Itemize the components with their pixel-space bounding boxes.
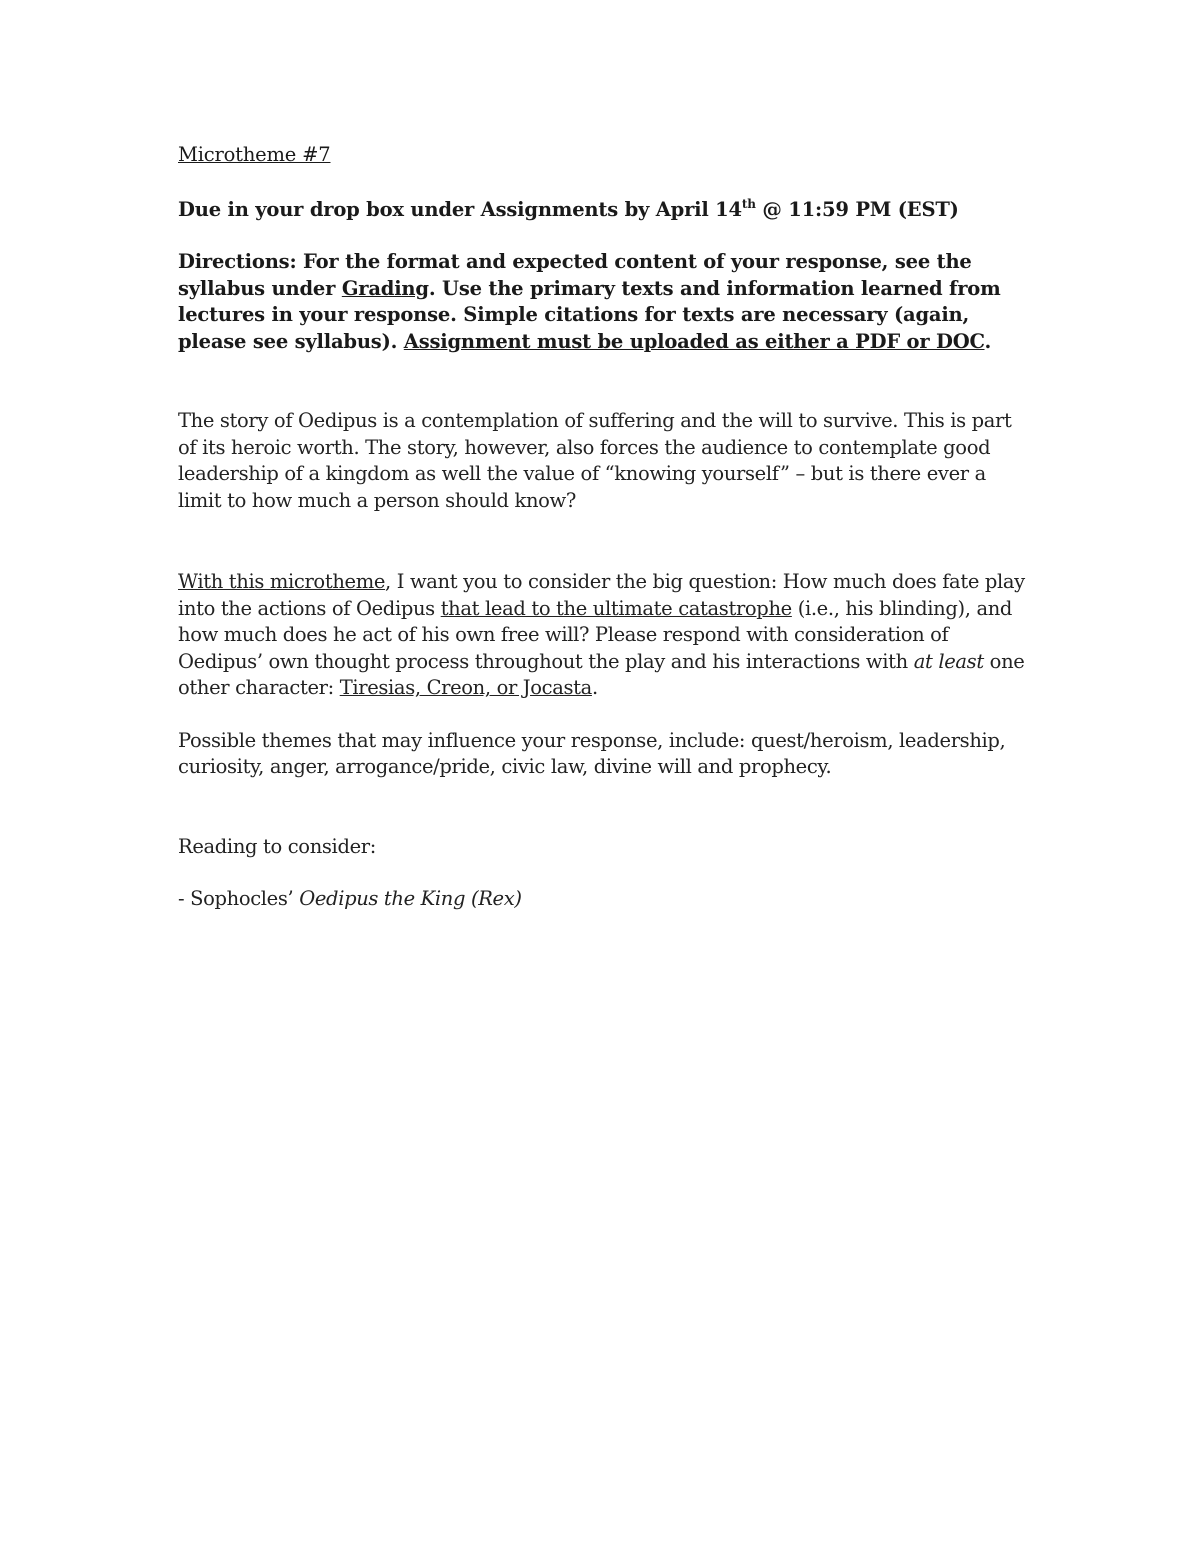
consider-text-1: , I want you to consider the big question: How much does fate play into the actions of Oedipus <box>178 570 1025 620</box>
consider-catastrophe: that lead to the ultimate catastrophe <box>440 596 792 620</box>
reading-item-prefix: - Sophocles’ <box>178 887 300 910</box>
directions-text-2: . Use the primary texts and information learned from lectures in your response. Simple citations for texts are necessary (again, please see syllabus). <box>178 276 1001 353</box>
directions-text-3: . <box>984 329 992 353</box>
consider-paragraph <box>178 569 1028 702</box>
grading-reference: Grading <box>341 276 429 300</box>
consider-text-4: . <box>591 676 598 699</box>
story-paragraph: The story of Oedipus is a contemplation of suffering and the will to survive. This is part of its heroic worth. The story, however, also forces the audience to contemplate good leadership of a kingdom as well the value of “knowing yourself” – but is there ever a limit to how much a person should know? <box>178 409 1012 512</box>
consider-at-least: at least <box>913 649 984 673</box>
consider-text-3: one other character: <box>178 649 1025 699</box>
document-title: Microtheme #7 <box>178 143 331 166</box>
due-date-line <box>178 197 1028 224</box>
due-date-suffix: @ 11:59 PM (EST) <box>755 197 959 221</box>
directions-text-1: Directions: For the format and expected content of your response, see the syllabus under <box>178 250 972 300</box>
reading-item-title: Oedipus the King (Rex) <box>299 887 522 910</box>
due-date-prefix: Due in your drop box under Assignments by April 14 <box>178 197 742 221</box>
upload-format-note: Assignment must be uploaded as either a PDF or DOC <box>403 329 985 353</box>
document-content <box>178 142 1028 913</box>
directions-paragraph <box>178 249 1028 355</box>
reading-item <box>178 886 1028 913</box>
themes-paragraph: Possible themes that may influence your response, include: quest/heroism, leadership, curiosity, anger, arrogance/pride, civic law, divine will and prophecy. <box>178 728 1006 778</box>
consider-characters: Tiresias, Creon, or Jocasta <box>339 676 592 699</box>
consider-text-2: (i.e., his blinding), and how much does he act of his own free will? Please respond with consideration of Oedipus’ own thought process throughout the play and his interactions with <box>178 596 1013 673</box>
due-date-superscript: th <box>741 196 756 211</box>
consider-lead: With this microtheme <box>178 570 386 593</box>
reading-label: Reading to consider: <box>178 834 376 858</box>
